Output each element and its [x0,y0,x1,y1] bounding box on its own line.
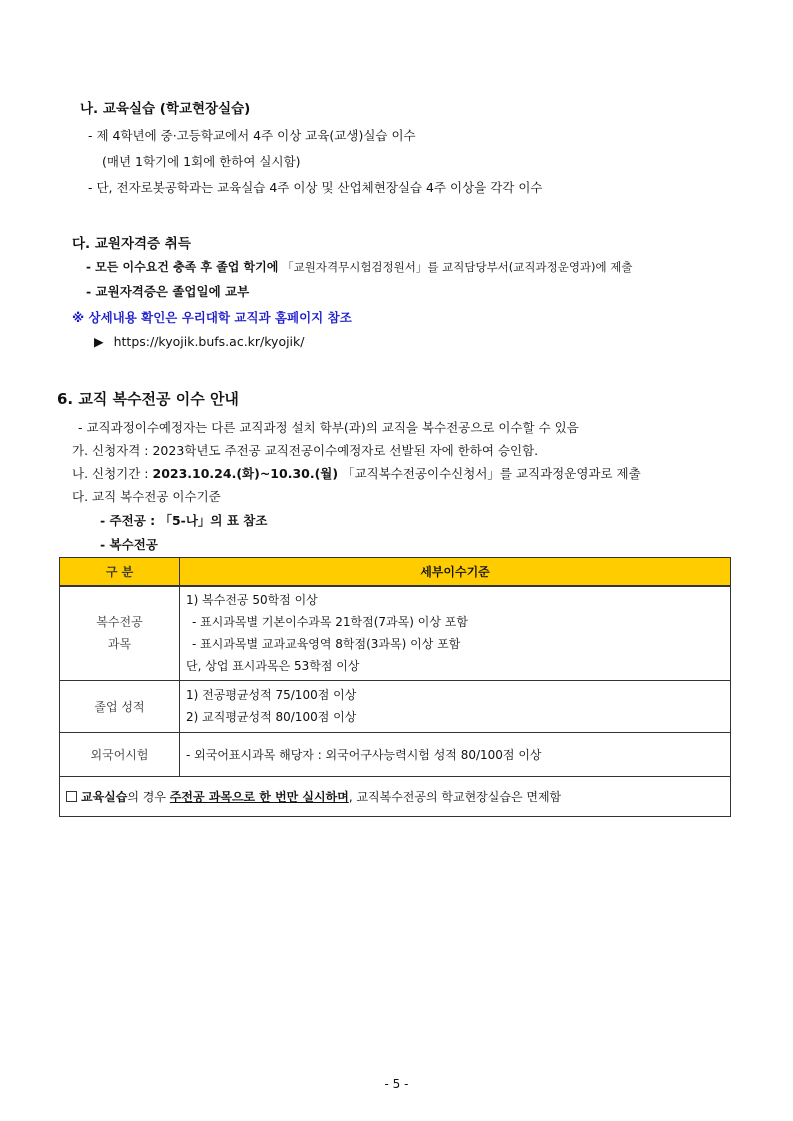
notice-homepage: ※ 상세내용 확인은 우리대학 교직과 홈페이지 참조 [72,310,352,325]
row1-line: 단, 상업 표시과목은 53학점 이상 [186,659,360,674]
section6-na-prefix: 나. 신청기간 : [72,466,149,481]
section6-intro: - 교직과정이수예정자는 다른 교직과정 설치 학부(과)의 교직을 복수전공으로 이수할 수 있음 [78,420,579,435]
table-note-row [60,776,731,816]
row1-label-line2: 과목 [107,637,132,652]
page-number: - 5 - [384,1077,409,1091]
row2-label: 졸업 성적 [60,680,180,732]
section6-da: 다. 교직 복수전공 이수기준 [72,489,221,504]
section-na-line3: - 단, 전자로봇공학과는 교육실습 4주 이상 및 산업체현장실습 4주 이상을 각각 이수 [88,180,543,195]
table-row [60,680,731,732]
arrow-icon: ▶ [94,334,104,349]
section6-na-date: 2023.10.24.(화)~10.30.(월) [152,466,339,481]
section-da-heading: 다. 교원자격증 취득 [72,236,191,252]
row3-label: 외국어시험 [60,732,180,776]
row2-line: 1) 전공평균성적 75/100점 이상 [186,688,357,702]
note-rest: , 교직복수전공의 학교현장실습은 면제함 [348,789,562,804]
row1-line: 1) 복수전공 50학점 이상 [186,593,318,608]
double-major-criteria-table [59,557,731,817]
row1-line: - 표시과목별 교과교육영역 8학점(3과목) 이상 포함 [192,637,461,652]
row2-line: 2) 교직평균성적 80/100점 이상 [186,710,357,724]
row1-label-line1: 복수전공 [96,615,143,630]
row2-criteria [180,680,731,732]
section-na-line1: - 제 4학년에 중·고등학교에서 4주 이상 교육(교생)실습 이수 [88,128,416,143]
table-header-row [60,558,731,587]
section6-sub1: - 주전공 : 「5-나」의 표 참조 [100,513,268,528]
section-na-heading: 나. 교육실습 (학교현장실습) [80,101,251,117]
note-bold-major-once: 주전공 과목으로 한 번만 실시하며 [169,789,349,804]
section6-sub2: - 복수전공 [100,537,158,552]
section-da-line1-rest: 「교원자격무시험검정원서」를 교직담당부서(교직과정운영과)에 제출 [282,260,633,274]
section6-na [72,464,641,482]
table-note [60,776,731,816]
row1-label [60,586,180,680]
section-da-line2: - 교원자격증은 졸업일에 교부 [86,284,250,299]
section6-na-rest: 「교직복수전공이수신청서」를 교직과정운영과로 제출 [342,466,641,481]
note-bold-practice: 교육실습 [81,789,128,804]
table-header-criteria: 세부이수기준 [180,558,731,587]
table-header-category: 구 분 [60,558,180,587]
section-da-line1-bold: - 모든 이수요건 충족 후 졸업 학기에 [86,260,279,274]
kyojik-homepage-link[interactable]: https://kyojik.bufs.ac.kr/kyojik/ [113,334,305,349]
section6-heading: 6. 교직 복수전공 이수 안내 [57,390,239,408]
row3-criteria: - 외국어표시과목 해당자 : 외국어구사능력시험 성적 80/100점 이상 [180,732,731,776]
section-da-line1 [86,258,633,275]
table-row [60,732,731,776]
checkbox-icon [66,791,77,802]
url-line [94,334,305,349]
note-mid: 의 경우 [127,789,166,804]
section6-ga: 가. 신청자격 : 2023학년도 주전공 교직전공이수예정자로 선발된 자에 한하여 승인함. [72,443,539,458]
table-row [60,586,731,680]
row1-line: - 표시과목별 기본이수과목 21학점(7과목) 이상 포함 [192,615,468,630]
row1-criteria [180,586,731,680]
section-na-line2: (매년 1학기에 1회에 한하여 실시함) [102,154,301,169]
